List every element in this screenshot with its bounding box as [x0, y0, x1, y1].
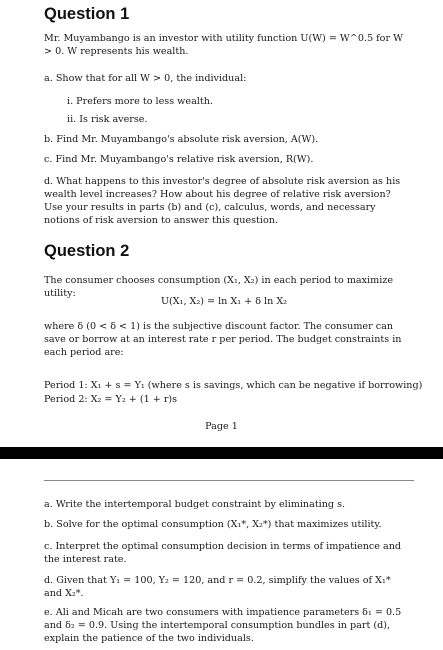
q1-part-a: a. Show that for all W > 0, the individual:	[44, 73, 247, 84]
question-1-heading: Question 1	[44, 5, 130, 23]
question-1-intro: Mr. Muyambango is an investor with utility function U(W) = W^0.5 for W > 0. W represents his wealth.	[44, 33, 403, 57]
question-2-heading: Question 2	[44, 242, 130, 260]
budget-period-2: Period 2: X₂ = Y₂ + (1 + r)s	[44, 394, 178, 405]
q1-part-c: c. Find Mr. Muyambango's relative risk aversion, R(W).	[44, 154, 314, 165]
q1-part-d: d. What happens to this investor's degree of absolute risk aversion as his wealth level increases? How about his degree of relative risk aversion? Use your results in parts (b) and (c), calculus, words, and necessary notions of risk aversion to answer this question.	[44, 176, 401, 226]
q1-part-a-ii: ii. Is risk averse.	[67, 114, 148, 125]
q2-part-b: b. Solve for the optimal consumption (X₁*, X₂*) that maximizes utility.	[44, 519, 382, 530]
utility-equation: U(X₁, X₂) = ln X₁ + δ ln X₂	[160, 296, 288, 307]
q2-part-c: c. Interpret the optimal consumption decision in terms of impatience and the interest rate.	[44, 541, 402, 565]
q2-part-a: a. Write the intertemporal budget constraint by eliminating s.	[44, 499, 346, 510]
q2-part-e: e. Ali and Micah are two consumers with impatience parameters δ₁ = 0.5 and δ₂ = 0.9. Using the intertemporal consumption bundles in part (d), explain the patience of the two individuals.	[44, 607, 402, 644]
page-number: Page 1	[205, 421, 238, 432]
q1-part-b: b. Find Mr. Muyambango's absolute risk aversion, A(W).	[44, 134, 319, 145]
page-break-divider	[0, 447, 443, 459]
q1-part-a-i: i. Prefers more to less wealth.	[67, 96, 213, 107]
horizontal-rule	[44, 480, 414, 481]
q2-part-d: d. Given that Y₁ = 100, Y₂ = 120, and r = 0.2, simplify the values of X₁* and X₂*.	[44, 575, 391, 599]
question-2-intro: The consumer chooses consumption (X₁, X₂) in each period to maximize utility:	[44, 275, 394, 299]
budget-period-1: Period 1: X₁ + s = Y₁ (where s is savings, which can be negative if borrowing)	[44, 380, 423, 391]
discount-factor-text: where δ (0 < δ < 1) is the subjective discount factor. The consumer can save or borrow at an interest rate r per period. The budget constraints in each period are:	[44, 321, 402, 358]
